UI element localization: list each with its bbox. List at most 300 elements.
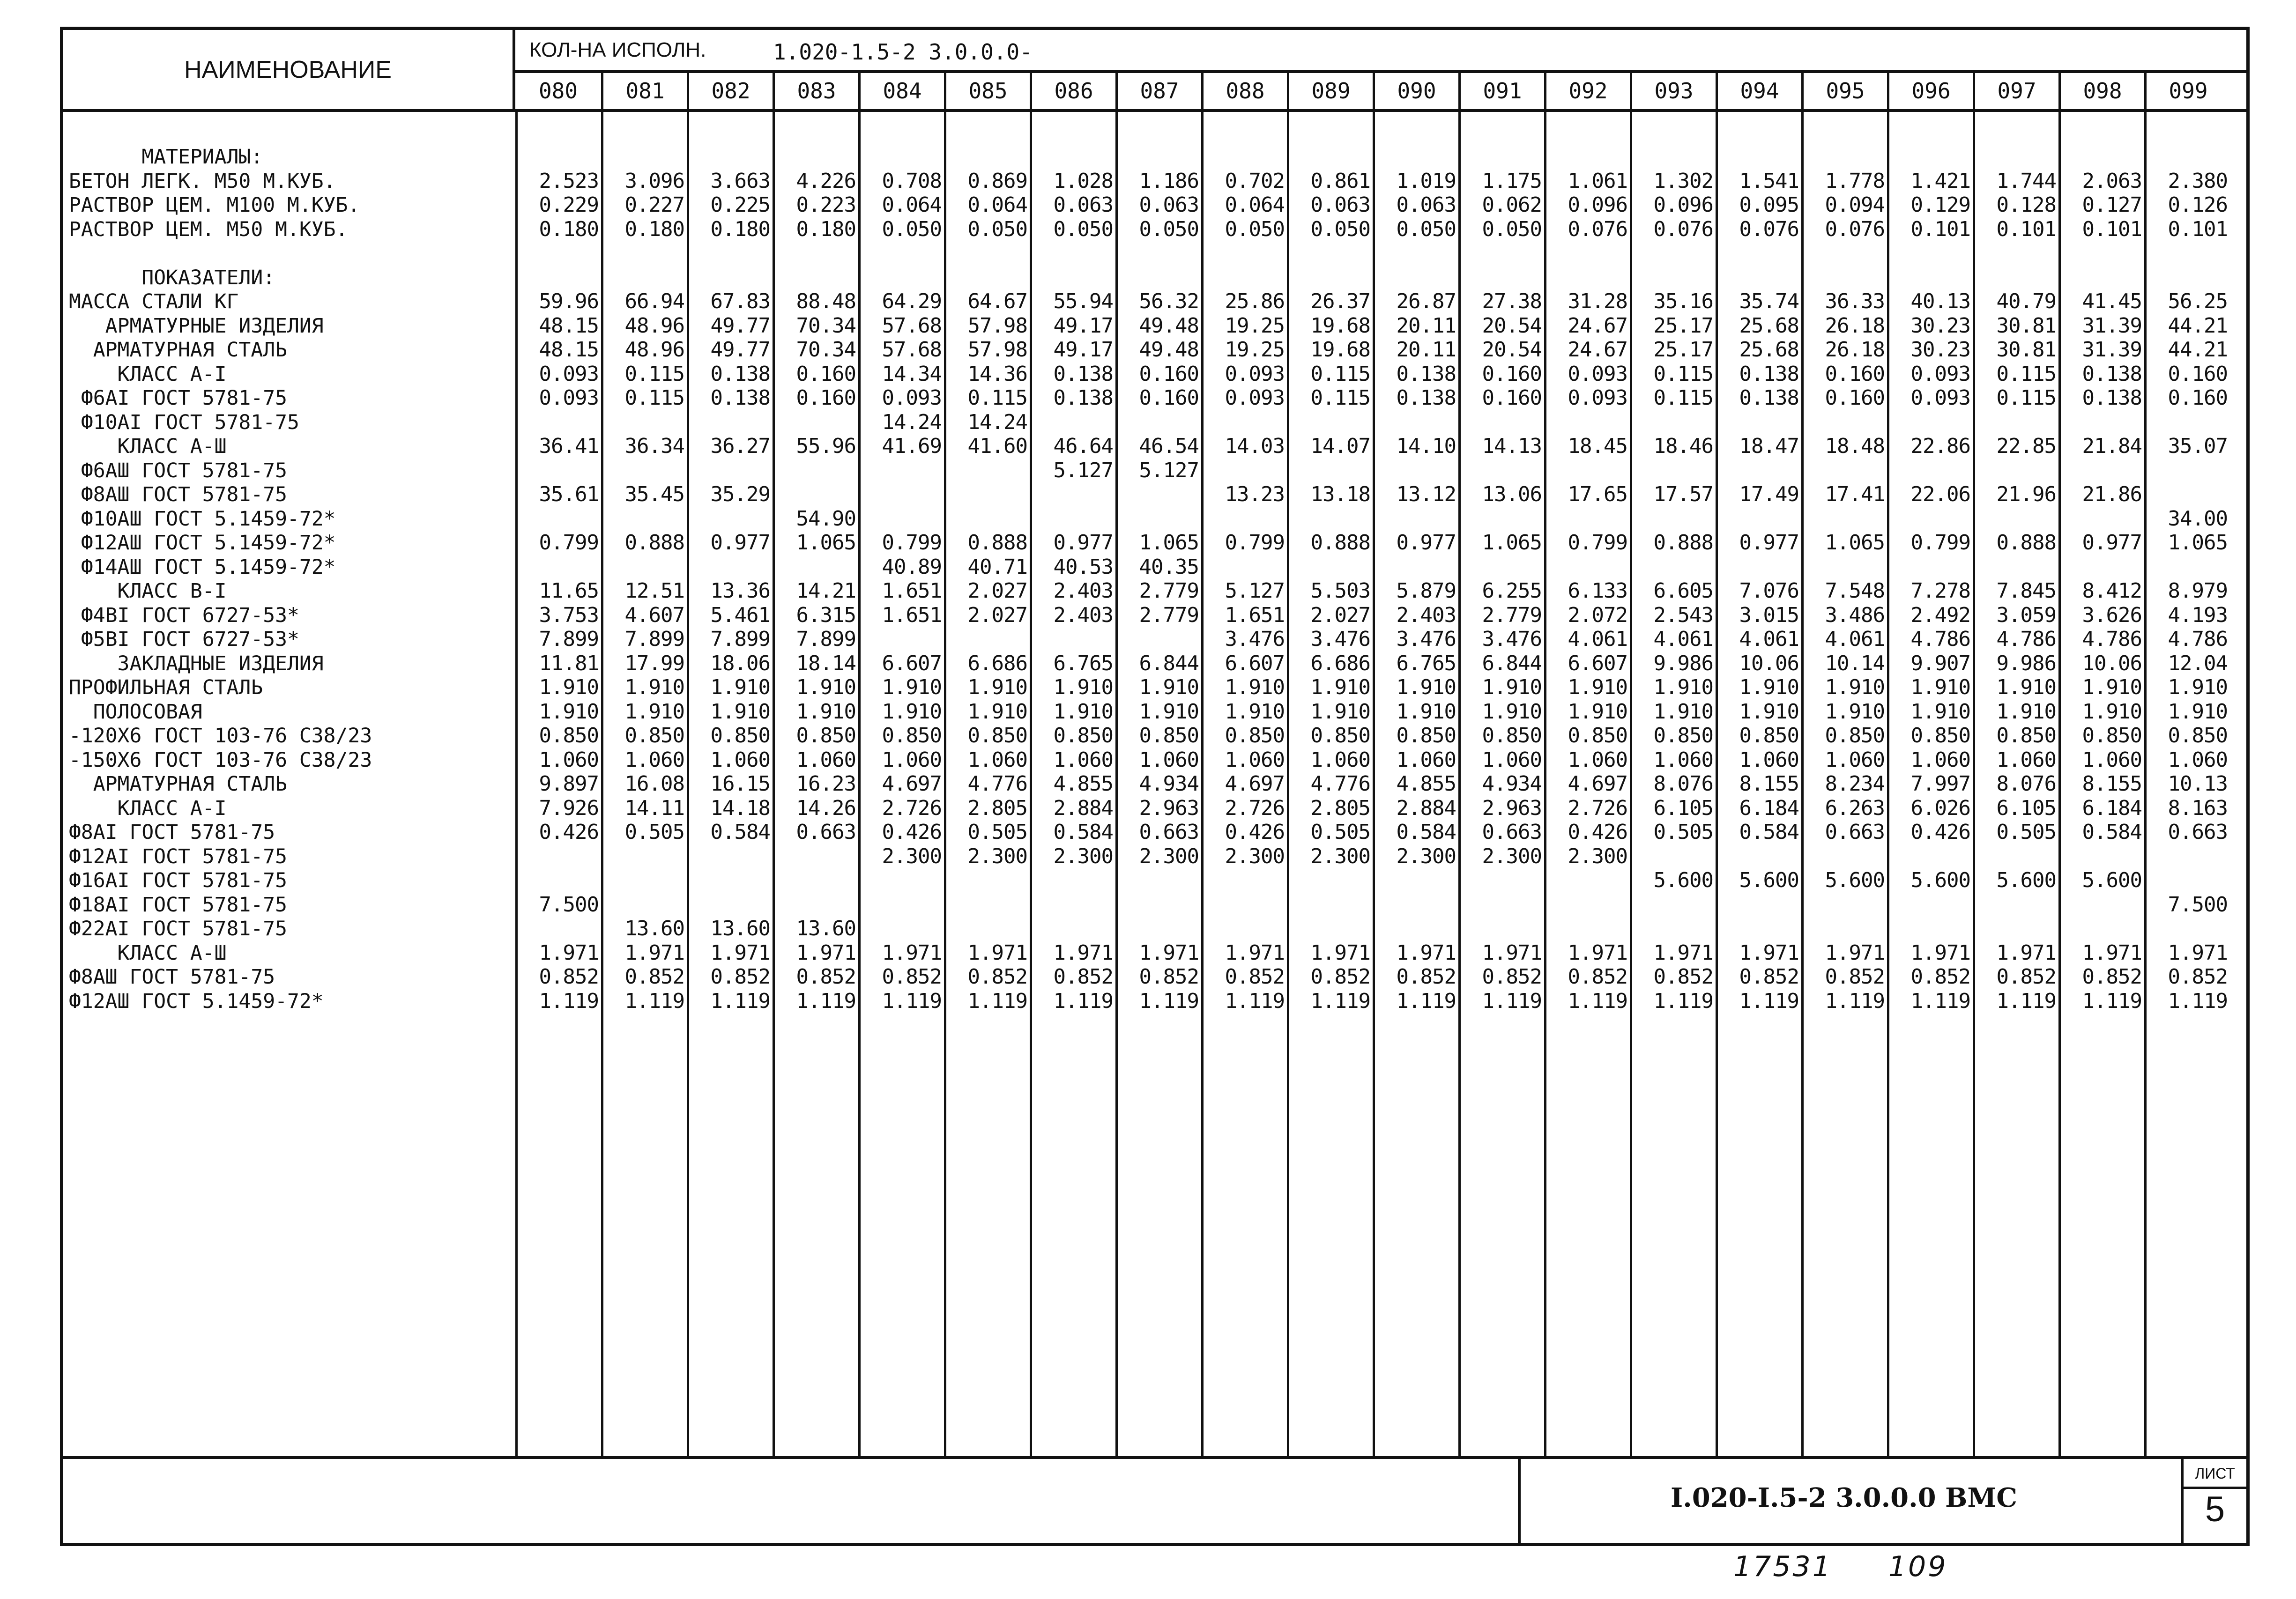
table-cell: 5.600 [1653,868,1713,892]
table-cell [2145,459,2228,483]
table-cell: 1.910 [1739,675,1799,699]
table-cell: 17.49 [1739,482,1799,506]
table-cell [1459,410,1542,435]
table-cell: 1.119 [967,989,1027,1013]
table-cell: 1.060 [1396,748,1456,772]
column-header: 095 [1801,73,1887,109]
table-cell [859,482,942,507]
row-label: ПОКАЗАТЕЛИ: [69,266,275,289]
table-cell: 88.48 [796,289,856,313]
table-cell: 1.910 [1653,675,1713,699]
table-cell [945,917,1027,941]
table-cell: 4.607 [624,603,684,627]
table-cell [859,241,942,266]
table-cell: 1.778 [1825,169,1885,193]
table-cell: 1.119 [1053,989,1113,1013]
table-cell: 40.71 [967,555,1027,579]
table-cell: 0.115 [1310,362,1370,386]
table-cell [1202,917,1285,941]
table-cell: 1.971 [539,940,599,965]
table-cell: 0.093 [1910,362,1970,386]
count-label: КОЛ-НА ИСПОЛН. [529,38,706,61]
table-cell: 22.06 [1910,482,1970,506]
table-cell [1202,145,1285,169]
table-cell: 30.23 [1910,313,1970,338]
table-cell: 0.093 [1910,386,1970,410]
table-cell: 0.101 [1910,217,1970,241]
table-cell: 1.910 [882,675,942,699]
table-cell: 0.861 [1310,169,1370,193]
table-cell [773,868,856,893]
table-cell: 1.119 [2082,989,2142,1013]
table-cell [1974,844,2056,869]
table-cell: 64.29 [882,289,942,313]
table-cell: 7.997 [1910,772,1970,796]
table-cell [1031,266,1113,290]
table-cell: 0.852 [1568,965,1627,989]
table-cell: 7.548 [1825,579,1885,603]
table-cell: 7.500 [2168,892,2228,917]
table-cell: 0.138 [1396,386,1456,410]
table-cell: 25.68 [1739,338,1799,362]
table-cell: 3.015 [1739,603,1799,627]
table-cell: 4.697 [1225,772,1285,796]
row-label: МАССА СТАЛИ КГ [69,290,239,313]
table-cell: 21.84 [2082,434,2142,458]
table-cell: 1.971 [967,940,1027,965]
table-cell [1459,145,1542,169]
table-cell [1459,266,1542,290]
column-header: 080 [538,78,578,104]
table-cell: 67.83 [710,289,770,313]
table-cell: 0.977 [2082,531,2142,555]
table-cell: 19.25 [1225,338,1285,362]
table-cell: 0.426 [882,820,942,844]
table-cell: 0.063 [1053,193,1113,217]
table-cell [1202,241,1285,266]
table-cell: 6.607 [882,651,942,675]
table-cell [1288,459,1370,483]
row-label: Ф16АI ГОСТ 5781-75 [69,869,287,892]
table-cell: 1.910 [1225,675,1285,699]
table-cell: 5.127 [1139,458,1199,482]
table-cell: 10.06 [1739,651,1799,675]
table-cell: 0.064 [1225,193,1285,217]
table-cell [1374,145,1456,169]
table-cell: 0.223 [796,193,856,217]
table-cell [1802,893,1885,917]
table-cell [773,145,856,169]
table-cell: 54.90 [796,506,856,531]
table-cell: 27.38 [1482,289,1542,313]
table-cell [1545,507,1627,531]
table-cell: 0.138 [2082,362,2142,386]
table-cell: 8.979 [2168,579,2228,603]
column-header: 099 [2144,73,2230,109]
column-header: 086 [1030,73,1115,109]
table-cell: 1.541 [1739,169,1799,193]
archive-id: 17531 [1733,1550,1832,1583]
table-cell: 1.060 [710,748,770,772]
table-cell: 0.799 [1910,531,1970,555]
table-cell: 17.41 [1825,482,1885,506]
table-cell: 1.910 [1653,699,1713,724]
table-cell: 6.686 [1310,651,1370,675]
table-cell: 11.81 [539,651,599,675]
table-cell: 0.115 [624,386,684,410]
table-cell [2059,844,2142,869]
table-cell: 0.852 [1739,965,1799,989]
table-cell: 16.23 [796,772,856,796]
table-cell: 31.39 [2082,313,2142,338]
table-cell [1716,507,1799,531]
table-cell [1888,145,1970,169]
table-cell: 0.850 [710,724,770,748]
table-cell [1802,844,1885,869]
table-cell [602,868,684,893]
table-cell: 1.910 [1053,699,1113,724]
table-cell: 1.119 [1910,989,1970,1013]
table-cell: 0.126 [2168,193,2228,217]
table-cell: 6.686 [967,651,1027,675]
table-cell [688,459,770,483]
table-cell: 18.46 [1653,434,1713,458]
table-cell: 0.180 [710,217,770,241]
table-cell: 4.786 [2168,627,2228,651]
table-cell: 0.799 [1568,531,1627,555]
table-cell: 0.850 [1310,724,1370,748]
table-cell: 0.852 [967,965,1027,989]
row-label: Ф22АI ГОСТ 5781-75 [69,917,287,940]
table-cell: 55.96 [796,434,856,458]
table-cell: 2.300 [1225,844,1285,868]
table-cell: 7.845 [1996,579,2056,603]
table-cell [1116,410,1199,435]
table-cell [1888,507,1970,531]
table-cell: 6.605 [1653,579,1713,603]
table-cell: 20.54 [1482,338,1542,362]
table-cell: 0.101 [2082,217,2142,241]
table-cell: 0.180 [624,217,684,241]
table-cell [1974,145,2056,169]
table-cell: 17.99 [624,651,684,675]
table-cell: 0.093 [1568,362,1627,386]
table-cell [1716,555,1799,579]
table-cell [1545,266,1627,290]
table-cell: 24.67 [1568,338,1627,362]
table-cell: 0.160 [1139,386,1199,410]
table-cell [859,627,942,651]
table-cell: 0.180 [796,217,856,241]
row-label: Ф12АШ ГОСТ 5.1459-72* [69,531,336,555]
table-cell: 1.019 [1396,169,1456,193]
table-cell [1888,459,1970,483]
table-cell [1459,893,1542,917]
table-cell: 30.81 [1996,313,2056,338]
table-cell: 13.36 [710,579,770,603]
table-cell [1374,241,1456,266]
table-cell [516,917,599,941]
column-header: 091 [1458,73,1544,109]
table-cell [688,868,770,893]
table-cell [1459,241,1542,266]
table-cell [602,507,684,531]
table-cell: 1.910 [1996,699,2056,724]
table-cell: 0.050 [1053,217,1113,241]
table-cell: 1.060 [539,748,599,772]
table-cell: 40.89 [882,555,942,579]
table-cell: 1.971 [1996,940,2056,965]
table-cell: 1.060 [1482,748,1542,772]
table-cell [945,507,1027,531]
table-cell: 10.13 [2168,772,2228,796]
table-cell: 1.060 [882,748,942,772]
table-cell: 0.584 [1396,820,1456,844]
table-cell: 64.67 [967,289,1027,313]
table-cell [2059,555,2142,579]
table-cell: 0.115 [1996,362,2056,386]
table-cell: 3.626 [2082,603,2142,627]
table-cell: 1.910 [882,699,942,724]
table-cell [1288,507,1370,531]
table-cell [1116,266,1199,290]
title-block [1518,1459,2246,1543]
table-cell: 24.67 [1568,313,1627,338]
table-cell: 44.21 [2168,313,2228,338]
table-cell: 1.119 [796,989,856,1013]
table-cell [1116,507,1199,531]
table-cell: 0.093 [882,386,942,410]
table-cell: 2.300 [1139,844,1199,868]
name-header-label: НАИМЕНОВАНИЕ [184,56,392,83]
table-cell: 0.852 [1910,965,1970,989]
table-cell: 70.34 [796,313,856,338]
table-cell [1631,459,1713,483]
table-cell [688,893,770,917]
column-header: 082 [687,73,773,109]
table-cell [2145,868,2228,893]
table-cell: 13.60 [796,917,856,940]
table-cell: 57.68 [882,313,942,338]
table-cell [2059,145,2142,169]
table-cell: 1.910 [2082,675,2142,699]
table-cell: 0.093 [539,386,599,410]
table-cell: 25.17 [1653,338,1713,362]
table-cell [2145,266,2228,290]
table-cell: 14.18 [710,796,770,820]
row-label: АРМАТУРНЫЕ ИЗДЕЛИЯ [69,314,324,338]
table-cell: 13.23 [1225,482,1285,506]
table-cell: 1.065 [1139,531,1199,555]
table-cell: 4.061 [1653,627,1713,651]
table-cell: 14.13 [1482,434,1542,458]
table-cell: 1.910 [2082,699,2142,724]
table-cell: 5.127 [1225,579,1285,603]
row-label: Ф8АI ГОСТ 5781-75 [69,821,275,844]
table-cell: 2.726 [1568,796,1627,820]
table-cell: 1.119 [1310,989,1370,1013]
table-cell: 1.065 [1825,531,1885,555]
table-cell: 0.138 [1739,386,1799,410]
table-cell: 13.60 [624,917,684,940]
table-cell: 13.60 [710,917,770,940]
table-cell: 0.852 [2168,965,2228,989]
column-header: 093 [1630,73,1716,109]
row-label: БЕТОН ЛЕГК. М50 М.КУБ. [69,169,336,193]
table-cell: 35.16 [1653,289,1713,313]
table-cell: 21.86 [2082,482,2142,506]
archive-number [1733,1550,1947,1583]
table-cell: 10.14 [1825,651,1885,675]
table-cell: 56.25 [2168,289,2228,313]
table-cell [1974,555,2056,579]
table-cell: 46.54 [1139,434,1199,458]
table-cell: 41.69 [882,434,942,458]
table-cell: 0.852 [1225,965,1285,989]
table-cell: 20.11 [1396,313,1456,338]
table-cell: 2.403 [1396,603,1456,627]
table-cell [602,893,684,917]
table-cell: 1.971 [1396,940,1456,965]
table-cell: 31.39 [2082,338,2142,362]
table-cell: 9.986 [1653,651,1713,675]
table-cell: 0.129 [1910,193,1970,217]
table-cell: 0.850 [539,724,599,748]
table-cell: 4.776 [967,772,1027,796]
table-cell [773,844,856,869]
table-cell: 1.421 [1910,169,1970,193]
table-cell: 26.18 [1825,338,1885,362]
table-cell [1716,241,1799,266]
table-cell: 2.963 [1482,796,1542,820]
table-cell: 4.061 [1825,627,1885,651]
table-cell: 0.160 [796,362,856,386]
table-cell [2145,241,2228,266]
table-cell: 1.651 [882,603,942,627]
table-cell: 14.03 [1225,434,1285,458]
table-cell [516,868,599,893]
table-cell: 0.850 [1568,724,1627,748]
table-cell: 2.300 [967,844,1027,868]
table-cell: 1.971 [1739,940,1799,965]
table-cell: 6.765 [1396,651,1456,675]
table-cell: 16.08 [624,772,684,796]
table-cell: 1.119 [882,989,942,1013]
row-label: РАСТВОР ЦЕМ. М100 М.КУБ. [69,193,360,217]
row-label: МАТЕРИАЛЫ: [69,145,263,169]
table-cell [1545,459,1627,483]
table-cell [1202,266,1285,290]
table-cell: 4.697 [882,772,942,796]
table-cell [773,893,856,917]
table-cell: 4.786 [1910,627,1970,651]
table-cell: 19.25 [1225,313,1285,338]
table-cell: 2.726 [1225,796,1285,820]
column-header: 092 [1544,73,1630,109]
table-cell: 1.910 [1825,699,1885,724]
table-cell: 49.48 [1139,313,1199,338]
table-cell: 0.663 [2168,820,2228,844]
table-cell: 1.971 [710,940,770,965]
table-cell: 44.21 [2168,338,2228,362]
table-cell: 4.193 [2168,603,2228,627]
table-cell [1631,145,1713,169]
table-cell [2059,410,2142,435]
table-cell: 1.910 [1739,699,1799,724]
table-cell [2059,917,2142,941]
table-cell: 0.850 [1482,724,1542,748]
table-cell: 0.115 [1653,362,1713,386]
table-cell: 18.45 [1568,434,1627,458]
table-cell: 2.300 [1396,844,1456,868]
table-cell: 1.910 [967,675,1027,699]
table-cell: 1.971 [1568,940,1627,965]
table-cell [516,241,599,266]
table-cell: 6.607 [1568,651,1627,675]
table-cell: 18.06 [710,651,770,675]
table-cell: 0.850 [1225,724,1285,748]
table-cell: 5.600 [1910,868,1970,892]
table-cell [2059,266,2142,290]
table-cell [945,145,1027,169]
table-cell: 1.971 [1139,940,1199,965]
table-cell: 4.786 [1996,627,2056,651]
table-cell: 2.805 [1310,796,1370,820]
table-cell: 9.986 [1996,651,2056,675]
table-cell: 18.48 [1825,434,1885,458]
table-cell: 0.064 [882,193,942,217]
table-cell [1116,627,1199,651]
table-cell: 0.050 [1139,217,1199,241]
table-cell: 0.160 [1482,362,1542,386]
table-cell: 5.503 [1310,579,1370,603]
table-cell: 1.910 [967,699,1027,724]
table-cell: 7.899 [624,627,684,651]
column-header: 084 [858,73,944,109]
table-cell: 0.850 [2168,724,2228,748]
table-cell: 0.852 [1053,965,1113,989]
table-cell: 0.426 [1225,820,1285,844]
row-label: Ф8АШ ГОСТ 5781-75 [69,483,287,506]
table-cell: 0.115 [1996,386,2056,410]
table-cell [1545,145,1627,169]
table-cell: 0.076 [1568,217,1627,241]
table-cell: 1.119 [1653,989,1713,1013]
row-label: КЛАСС А-I [69,362,227,386]
table-cell: 1.060 [1310,748,1370,772]
table-cell: 0.977 [1053,531,1113,555]
table-cell: 0.888 [967,531,1027,555]
table-cell: 0.850 [1139,724,1199,748]
table-cell [1459,459,1542,483]
table-cell: 34.00 [2168,506,2228,531]
table-cell: 6.133 [1568,579,1627,603]
table-cell: 0.063 [1396,193,1456,217]
table-cell: 6.184 [2082,796,2142,820]
table-cell: 0.663 [1825,820,1885,844]
row-label: Ф4ВI ГОСТ 6727-53* [69,603,299,627]
table-cell: 35.07 [2168,434,2228,458]
table-cell: 41.60 [967,434,1027,458]
table-cell: 1.186 [1139,169,1199,193]
table-cell: 0.869 [967,169,1027,193]
table-cell: 0.094 [1825,193,1885,217]
table-cell: 1.060 [1910,748,1970,772]
row-label: АРМАТУРНАЯ СТАЛЬ [69,338,287,362]
table-cell: 1.910 [796,675,856,699]
table-cell: 1.910 [796,699,856,724]
table-cell: 5.600 [1825,868,1885,892]
